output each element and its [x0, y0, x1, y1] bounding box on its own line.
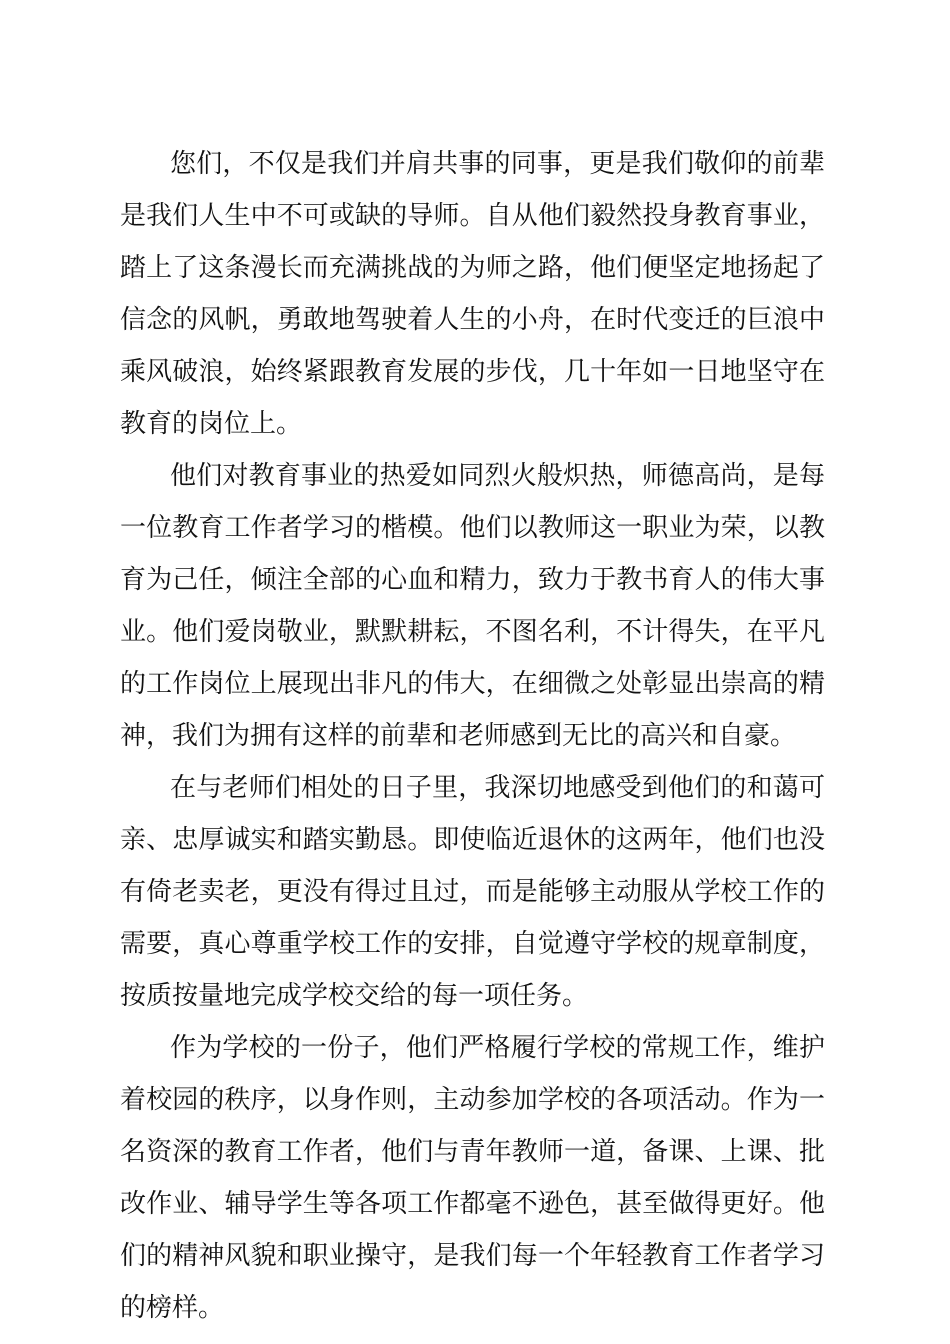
- paragraph-line: 们的精神风貌和职业操守，是我们每一个年轻教育工作者学习: [120, 1241, 825, 1271]
- paragraph-line: 信念的风帆，勇敢地驾驶着人生的小舟，在时代变迁的巨浪中: [120, 305, 825, 335]
- paragraph-line: 作为学校的一份子，他们严格履行学校的常规工作，维护: [170, 1033, 825, 1063]
- paragraph-line: 是我们人生中不可或缺的导师。自从他们毅然投身教育事业，: [120, 201, 825, 231]
- paragraph-line: 踏上了这条漫长而充满挑战的为师之路，他们便坚定地扬起了: [120, 253, 825, 283]
- paragraph-line: 育为己任，倾注全部的心血和精力，致力于教书育人的伟大事: [120, 565, 825, 595]
- paragraph-line: 乘风破浪，始终紧跟教育发展的步伐，几十年如一日地坚守在: [120, 357, 825, 387]
- paragraph-line: 您们，不仅是我们并肩共事的同事，更是我们敬仰的前辈: [170, 149, 825, 179]
- paragraph-line: 需要，真心尊重学校工作的安排，自觉遵守学校的规章制度，: [120, 929, 825, 959]
- paragraph-line: 教育的岗位上。: [120, 409, 303, 439]
- paragraph-4: [120, 1022, 825, 1334]
- paragraph-line: 按质按量地完成学校交给的每一项任务。: [120, 981, 589, 1011]
- paragraph-line: 的榜样。: [120, 1293, 225, 1323]
- paragraph-line: 亲、忠厚诚实和踏实勤恳。即使临近退休的这两年，他们也没: [120, 825, 825, 855]
- paragraph-line: 神，我们为拥有这样的前辈和老师感到无比的高兴和自豪。: [120, 721, 797, 751]
- paragraph-line: 着校园的秩序，以身作则，主动参加学校的各项活动。作为一: [120, 1085, 825, 1115]
- paragraph-line: 他们对教育事业的热爱如同烈火般炽热，师德高尚，是每: [170, 461, 825, 491]
- paragraph-1: [120, 138, 825, 450]
- paragraph-line: 名资深的教育工作者，他们与青年教师一道，备课、上课、批: [120, 1137, 825, 1167]
- paragraph-line: 业。他们爱岗敬业，默默耕耘，不图名利，不计得失，在平凡: [120, 617, 825, 647]
- paragraph-line: 在与老师们相处的日子里，我深切地感受到他们的和蔼可: [170, 773, 825, 803]
- paragraph-line: 一位教育工作者学习的楷模。他们以教师这一职业为荣，以教: [120, 513, 825, 543]
- paragraph-line: 有倚老卖老，更没有得过且过，而是能够主动服从学校工作的: [120, 877, 825, 907]
- paragraph-3: [120, 762, 825, 1022]
- paragraph-line: 改作业、辅导学生等各项工作都毫不逊色，甚至做得更好。他: [120, 1189, 825, 1219]
- paragraph-2: [120, 450, 825, 762]
- document-body: [120, 138, 825, 1334]
- paragraph-line: 的工作岗位上展现出非凡的伟大，在细微之处彰显出崇高的精: [120, 669, 825, 699]
